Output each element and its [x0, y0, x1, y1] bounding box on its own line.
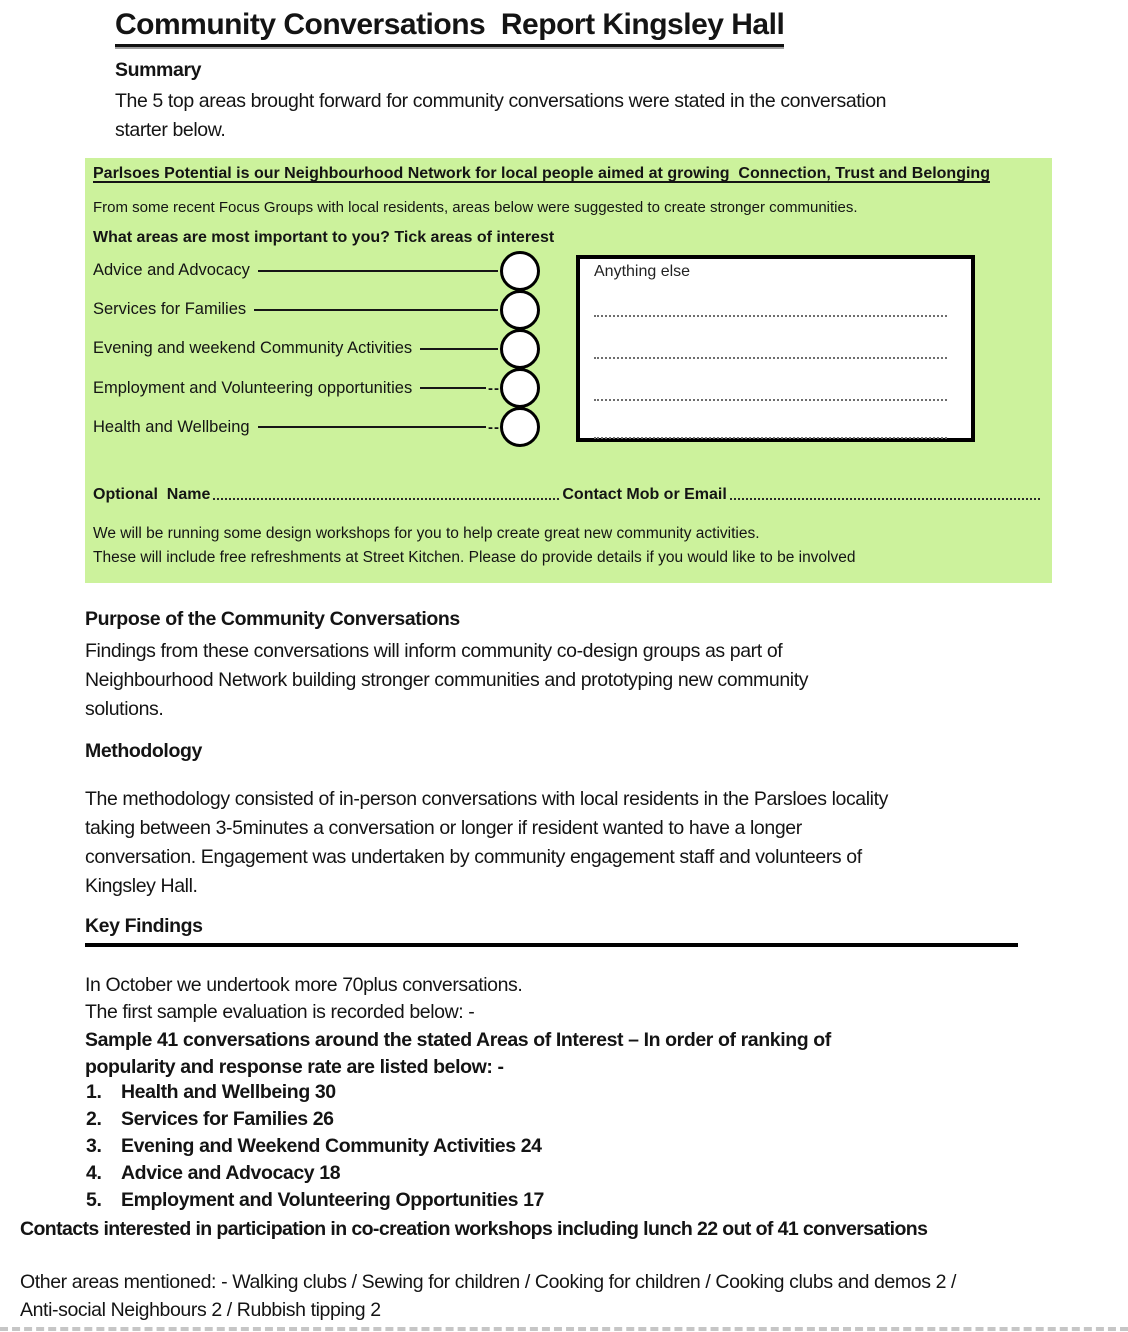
page-edge-dotted-line [0, 1327, 1128, 1331]
key-findings-line: The first sample evaluation is recorded below: - [85, 1001, 475, 1023]
ranking-list [86, 1081, 544, 1216]
flyer-footer [93, 522, 856, 569]
ranking-item [86, 1081, 544, 1108]
purpose-line: Neighbourhood Network building stronger communities and prototyping new community [85, 669, 809, 691]
sample-summary [85, 1027, 831, 1081]
interest-label: Advice and Advocacy [93, 261, 250, 280]
ranking-text: Services for Families 26 [121, 1108, 334, 1130]
methodology-paragraph [85, 785, 888, 901]
anything-else-box [576, 255, 975, 442]
page-title [115, 8, 784, 47]
interest-row-advice [93, 251, 540, 290]
ranking-number: 3. [86, 1135, 102, 1157]
interest-row-families [93, 290, 540, 329]
ranking-number: 2. [86, 1108, 102, 1130]
methodology-line: conversation. Engagement was undertaken by community engagement staff and volunteers of [85, 846, 862, 868]
other-areas-line: Anti-social Neighbours 2 / Rubbish tipping 2 [20, 1298, 381, 1321]
ranking-text: Advice and Advocacy 18 [121, 1162, 341, 1184]
flyer-footer-line: These will include free refreshments at Street Kitchen. Please do provide details if you would like to be involved [93, 548, 856, 566]
tick-circle[interactable] [500, 329, 540, 369]
purpose-paragraph [85, 637, 808, 724]
write-in-line[interactable] [594, 317, 947, 359]
summary-heading: Summary [115, 59, 202, 81]
purpose-line: solutions. [85, 698, 164, 720]
ranking-text: Evening and Weekend Community Activities 24 [121, 1135, 542, 1157]
methodology-line: The methodology consisted of in-person conversations with local residents in the Parsloes locality [85, 788, 888, 810]
summary-line: starter below. [115, 119, 226, 141]
ranking-text: Employment and Volunteering Opportunities 17 [121, 1189, 544, 1211]
leader-line [420, 348, 498, 350]
leader-line [258, 270, 498, 272]
key-findings-intro [85, 972, 522, 1026]
ranking-number: 5. [86, 1189, 102, 1211]
contact-label: Contact Mob or Email [562, 486, 727, 503]
flyer-question: What areas are most important to you? Tick areas of interest [93, 229, 555, 246]
ranking-item [86, 1162, 544, 1189]
tick-circle[interactable] [500, 290, 540, 330]
page-title-text: Community Conversations Report Kingsley Hall [115, 8, 784, 47]
leader-line [254, 309, 498, 311]
interest-label: Employment and Volunteering opportunities [93, 378, 413, 397]
ranking-number: 1. [86, 1081, 102, 1103]
interest-row-evening [93, 329, 540, 368]
contact-input-line[interactable] [730, 498, 1040, 500]
ranking-item [86, 1135, 544, 1162]
methodology-line: Kingsley Hall. [85, 875, 198, 897]
interest-row-employment [93, 369, 540, 408]
methodology-heading: Methodology [85, 740, 202, 762]
flyer-intro: From some recent Focus Groups with local residents, areas below were suggested to create stronger communities. [93, 199, 858, 216]
write-in-line[interactable] [594, 401, 947, 439]
write-in-line[interactable] [594, 359, 947, 401]
other-areas-line: Other areas mentioned: - Walking clubs / Sewing for children / Cooking for children / Cooking clubs and demos 2 / [20, 1271, 957, 1293]
conversation-starter-flyer [85, 158, 1052, 583]
ranking-number: 4. [86, 1162, 102, 1184]
sample-summary-line: popularity and response rate are listed below: - [85, 1056, 504, 1078]
flyer-footer-line: We will be running some design workshops for you to help create great new community activities. [93, 525, 760, 542]
contacts-summary-line: Contacts interested in participation in co-creation workshops including lunch 22 out of 41 conversations [20, 1218, 928, 1240]
tick-circle[interactable] [500, 368, 540, 408]
write-in-line[interactable] [594, 281, 947, 317]
interest-area-list [93, 251, 540, 447]
ranking-item [86, 1189, 544, 1216]
leader-line [420, 387, 486, 389]
flyer-heading: Parlsoes Potential is our Neighbourhood Network for local people aimed at growing Connection, Trust and Belonging [93, 165, 990, 182]
leader-suffix: -- [488, 379, 500, 397]
summary-paragraph [115, 87, 886, 145]
interest-row-health [93, 408, 540, 447]
leader-line [258, 426, 486, 428]
summary-line: The 5 top areas brought forward for community conversations were stated in the conversation [115, 90, 887, 112]
anything-else-label: Anything else [594, 263, 691, 280]
optional-name-label: Optional Name [93, 486, 211, 503]
ranking-item [86, 1108, 544, 1135]
tick-circle[interactable] [500, 251, 540, 291]
purpose-heading: Purpose of the Community Conversations [85, 608, 460, 630]
leader-suffix: -- [488, 418, 500, 436]
key-findings-line: In October we undertook more 70plus conversations. [85, 974, 523, 996]
purpose-line: Findings from these conversations will inform community co-design groups as part of [85, 640, 783, 662]
key-findings-heading: Key Findings [85, 915, 203, 937]
section-divider-rule [85, 943, 1018, 947]
other-areas-paragraph [20, 1269, 956, 1324]
interest-label: Health and Wellbeing [93, 417, 250, 436]
tick-circle[interactable] [500, 407, 540, 447]
name-input-line[interactable] [213, 498, 559, 500]
optional-contact-row [93, 486, 1043, 504]
interest-label: Services for Families [93, 300, 247, 319]
interest-label: Evening and weekend Community Activities [93, 339, 413, 358]
sample-summary-line: Sample 41 conversations around the stated Areas of Interest – In order of ranking of [85, 1029, 831, 1051]
methodology-line: taking between 3-5minutes a conversation or longer if resident wanted to have a longer [85, 817, 802, 839]
ranking-text: Health and Wellbeing 30 [121, 1081, 336, 1103]
